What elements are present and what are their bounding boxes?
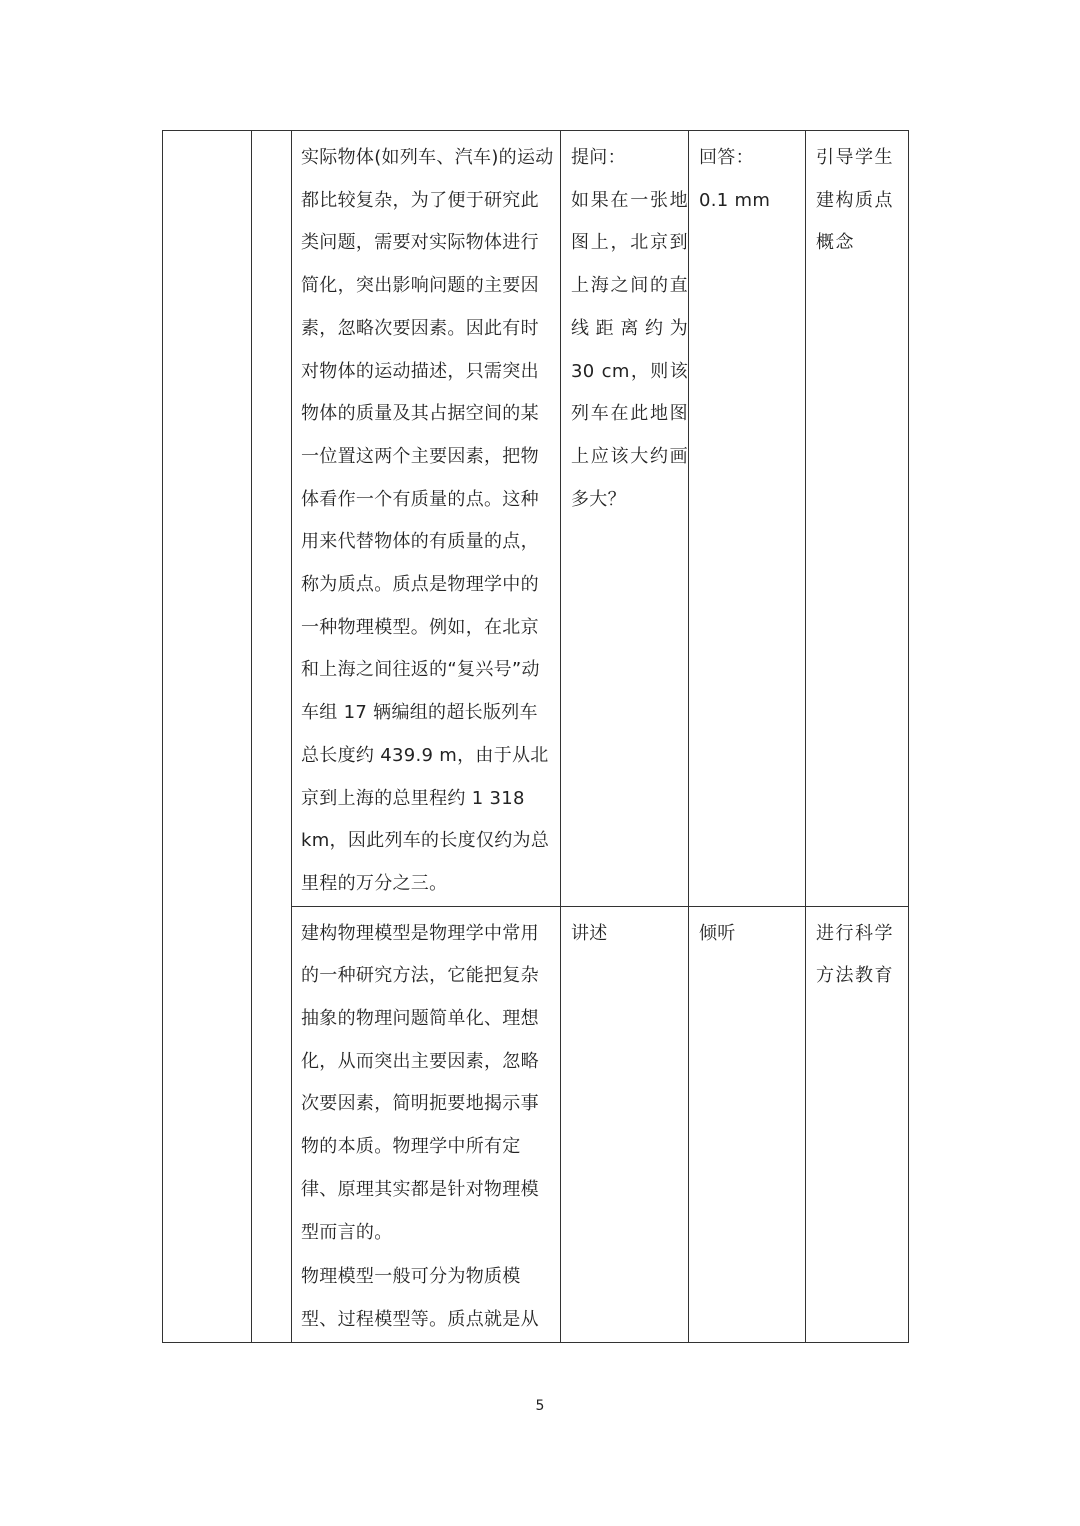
- teacher-activity-cell: [561, 131, 689, 907]
- teacher-activity-text: 如果在一张地图上，北京到上海之间的直线距离约为 30 cm，则该列车在此地图上应该大约画多大？: [571, 189, 688, 510]
- table-row: [163, 131, 909, 907]
- content-paragraph: 实际物体(如列车、汽车)的运动都比较复杂，为了便于研究此类问题，需要对实际物体进行简化，突出影响问题的主要因素，忽略次要因素。因此有时对物体的运动描述，只需突出物体的质量及其占据空间的某一位置这两个主要因素，把物体看作一个有质量的点。这种用来代替物体的有质量的点，称为质点。质点是物理学中的一种物理模型。例如，在北京和上海之间往返的“复兴号”动车组 17 辆编组的超长版列车总长度约 439.9 m，由于从北京到上海的总里程约 1 318 km，因此列车的长度仅约为总里程的万分之三。: [301, 147, 554, 894]
- content-paragraph: 建构物理模型是物理学中常用的一种研究方法，它能把复杂抽象的物理问题简单化、理想化，从而突出主要因素，忽略次要因素，简明扼要地揭示事物的本质。物理学中所有定律、原理其实都是针对物理模型而言的。: [301, 922, 539, 1243]
- time-cell: [252, 131, 292, 1343]
- student-activity-text: 0.1 mm: [699, 189, 771, 211]
- student-activity-cell: [689, 131, 806, 907]
- lesson-plan-table: [162, 130, 909, 1343]
- design-intent-cell: [806, 131, 909, 907]
- teacher-activity-cell: [561, 906, 689, 1342]
- teacher-activity-text: 讲述: [571, 922, 608, 944]
- design-intent-text: 引导学生建构质点概念: [816, 147, 894, 254]
- design-intent-cell: [806, 906, 909, 1342]
- teacher-activity-label: 提问：: [571, 147, 626, 168]
- student-activity-label: 回答：: [699, 147, 754, 168]
- design-intent-text: 进行科学方法教育: [816, 922, 894, 987]
- content-cell: [292, 131, 561, 907]
- stage-cell: [163, 131, 252, 1343]
- page-number: 5: [535, 1398, 545, 1414]
- content-cell: [292, 906, 561, 1342]
- content-paragraph: 物理模型一般可分为物质模型、过程模型等。质点就是从: [301, 1266, 539, 1330]
- student-activity-cell: [689, 906, 806, 1342]
- student-activity-text: 倾听: [699, 922, 736, 944]
